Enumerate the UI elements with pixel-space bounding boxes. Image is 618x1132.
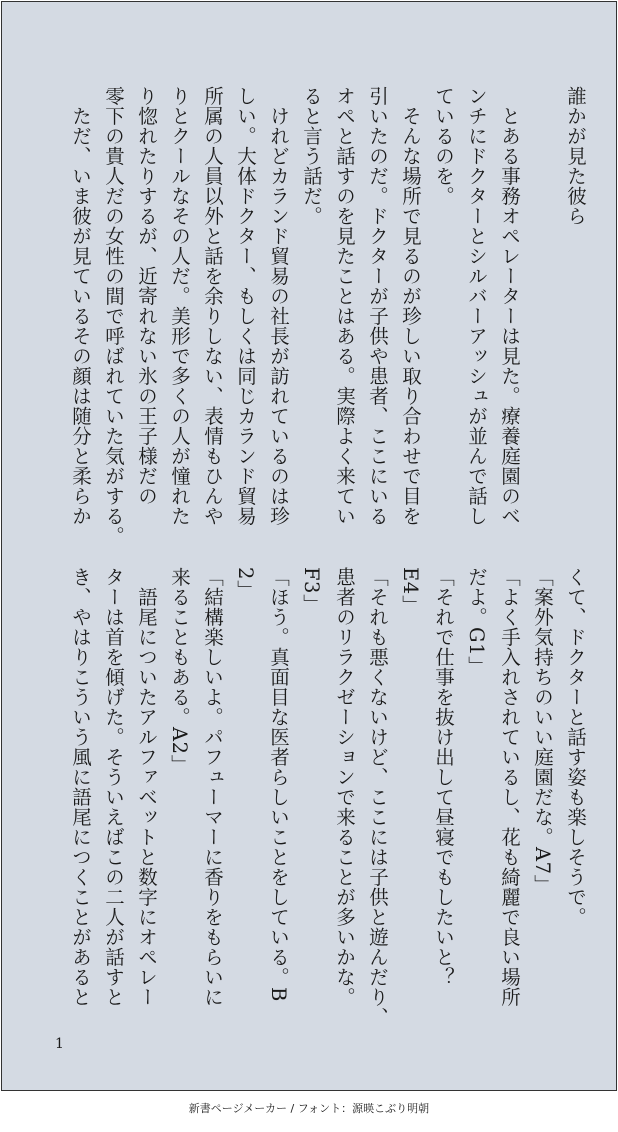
text-line: 引いたのだ。ドクターが子供や患者、ここにいる: [366, 86, 389, 526]
text-line: き、やはりこういう風に語尾につくことがあると: [69, 567, 92, 1007]
text-line: オペと話すのを見たことはある。実際よく来てい: [333, 86, 356, 526]
text-line: 「それで仕事を抜け出して昼寝でもしたいと？: [432, 567, 455, 987]
text-line: ると言う話だ。: [300, 86, 323, 226]
text-line: ンチにドクターとシルバーアッシュが並んで話し: [465, 86, 488, 526]
footer-credit: 新書ページメーカー / フォント：源暎こぶり明朝: [188, 1102, 430, 1115]
text-line: そんな場所で見るのが珍しい取り合わせで目を: [399, 86, 422, 526]
text-line: くて、ドクターと話す姿も楽しそうで。: [564, 567, 587, 927]
text-line: りとクールなその人だ。美形で多くの人が憧れた: [168, 86, 191, 526]
text-line: 誰かが見た彼ら: [564, 86, 587, 226]
text-line: だよ。G1」: [465, 567, 488, 676]
text-line: 「それも悪くないけど、ここには子供と遊んだり、: [366, 567, 389, 1027]
text-line: E4」: [399, 567, 422, 615]
text-line: しい。大体ドクター、もしくは同じカランド貿易: [234, 86, 257, 526]
text-line: 所属の人員以外と話を余りしない、表情もひんや: [201, 86, 224, 526]
text-line: とある事務オペレーターは見た。療養庭園のベ: [498, 86, 521, 526]
text-line: り惚れたりするが、近寄れない氷の王子様だの: [135, 86, 158, 506]
text-line: 零下の貴人だの女性の間で呼ばれていた気がする。: [102, 86, 125, 546]
text-line: 来ることもある。A2」: [168, 567, 191, 775]
text-line: [526, 86, 559, 526]
text-line: 「ほう。真面目な医者らしいことをしている。B: [267, 567, 290, 1002]
text-line: ただ、いま彼が見ているその顔は随分と柔らか: [69, 86, 92, 526]
text-line: ているのを。: [432, 86, 455, 206]
text-line: F3」: [300, 567, 323, 614]
text-line: けれどカランド貿易の社長が訪れているのは珍: [267, 86, 290, 526]
text-line: 「よく手入れされているし、花も綺麗で良い場所: [498, 567, 521, 1007]
book-page: [1, 1, 617, 1091]
upper-text-block: [64, 86, 592, 546]
lower-text-block: [64, 567, 592, 1027]
text-line: ターは首を傾げた。そういえばこの二人が話すと: [102, 567, 125, 1007]
text-line: 「案外気持ちのいい庭園だな。A7」: [531, 567, 554, 895]
text-line: 2」: [234, 567, 257, 600]
page-number: 1: [55, 1036, 64, 1052]
text-line: 「結構楽しいよ。パフューマーに香りをもらいに: [201, 567, 224, 1007]
text-line: 患者のリラクゼーションで来ることが多いかな。: [333, 567, 356, 1007]
text-line: 語尾についたアルファベットと数字にオペレー: [135, 567, 158, 1007]
